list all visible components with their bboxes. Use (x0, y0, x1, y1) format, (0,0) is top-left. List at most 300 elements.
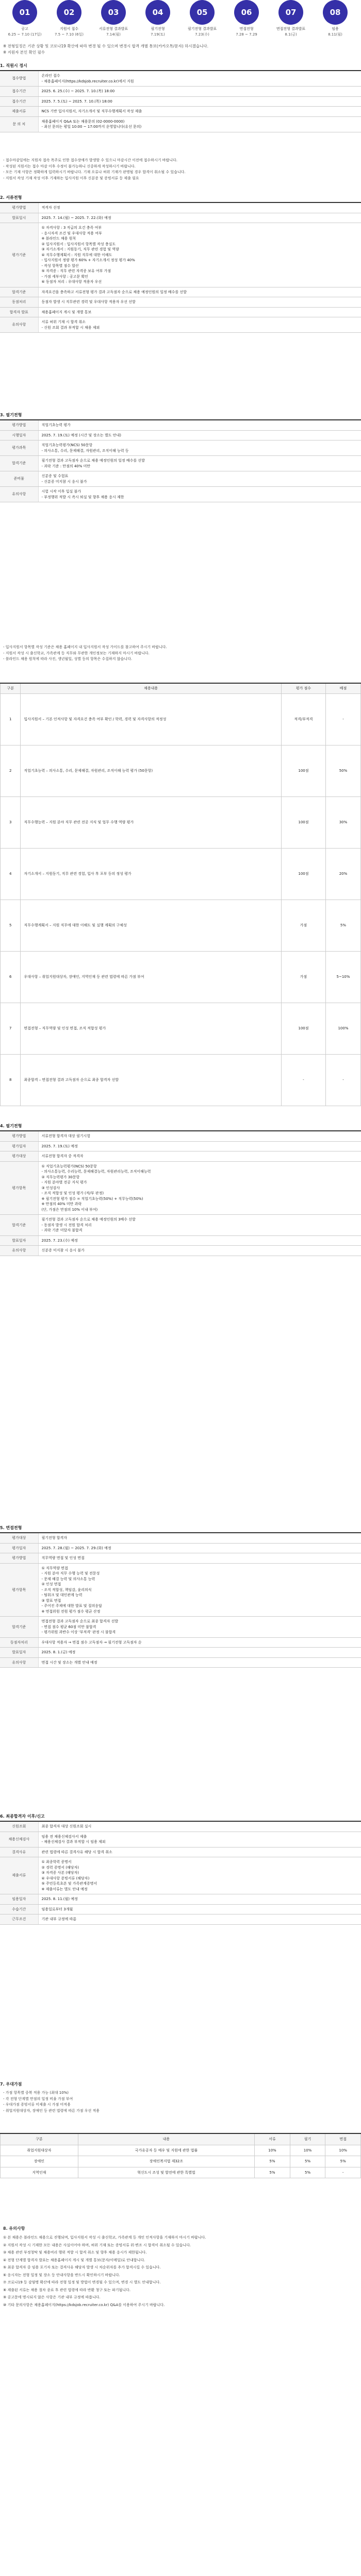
step-label: 서류전형 결과발표 (99, 27, 128, 31)
eval-weight: 5~10% (325, 951, 360, 1003)
section3-title: 3. 필기전형 (0, 413, 22, 417)
document-screening-table (0, 202, 361, 333)
table-row (0, 1832, 361, 1847)
step-label: 면접전형 결과발표 (276, 27, 306, 31)
eval-header: 채용내용 (21, 683, 281, 693)
table-row (0, 71, 361, 87)
row-line: 필기전형 합격자 (41, 1536, 68, 1540)
eval-content: 입사지원서 – 기본 인적사항 및 자격요건 충족 여부 확인 / 학력, 경력 및 자격사항의 적정성 (21, 693, 281, 745)
table-row (0, 1141, 361, 1151)
eval-score: 적격/부적격 (281, 693, 325, 745)
seats-header: 구분 (1, 2133, 78, 2145)
row-content (38, 287, 361, 297)
row-line: - 조직 적합성, 책임감, 윤리의식 (41, 1587, 92, 1592)
eval-score: 100점 (281, 796, 325, 848)
section5-title: 5. 면접전형 (0, 1526, 22, 1530)
row-line: 2025. 7. 14.(월) ~ 2025. 7. 22.(화) 예정 (41, 215, 111, 220)
table-row (1, 1003, 361, 1054)
row-label: 접수기간 (0, 87, 38, 97)
table-row (0, 96, 361, 107)
row-line: - 채용홈페이지(https://kdsjob.recruiter.co.kr)에서 지원 (41, 79, 134, 83)
row-line: ① 직무역량 면접 (41, 1566, 68, 1570)
row-line: ③ 자격증 사본 (해당자) (41, 1871, 79, 1875)
row-content (38, 107, 361, 117)
seats-header: 필기 (290, 2133, 325, 2145)
seats-cell: 취업지원대상자 (1, 2145, 78, 2156)
step-number: 04 (145, 0, 170, 25)
timeline-step (182, 0, 223, 37)
row-line: ※ 블라인드 채용 원칙 (41, 236, 76, 241)
row-line: 2025. 8. 1.(금) 예정 (41, 1650, 76, 1654)
row-label: 평가방법 (0, 202, 38, 213)
row-line: 직업기초능력평가(NCS) 50문항 (41, 443, 93, 447)
notice-line: ⑨ 공고문에 명시되지 않은 사항은 기관 내부 규정에 따릅니다. (3, 2295, 101, 2300)
row-content (38, 430, 361, 440)
eval-content: 우대사항 – 취업지원대상자, 장애인, 지역인재 등 관련 법령에 따른 가점 부여 (21, 951, 281, 1003)
row-content (38, 317, 361, 333)
seats-cell: 5% (290, 2167, 325, 2178)
table-row (0, 1543, 361, 1553)
row-content (38, 297, 361, 308)
row-content (38, 1161, 361, 1215)
notice-line: ② 지원서 작성 시 기재한 모든 내용은 사실이어야 하며, 허위 기재 또는 증빙서류 위·변조 시 합격이 취소될 수 있습니다. (3, 2243, 191, 2247)
row-line: - 부정행위 적발 시 즉시 퇴실 및 향후 채용 응시 제한 (41, 495, 124, 499)
intro-note: ※ 전형일정은 기관 상황 및 코로나19 확산에 따라 변경 될 수 있으며 변경시 합격 개별 통보(카카오톡/문자) 하시겠습니다. (3, 44, 209, 48)
row-label: 동점처리 (0, 297, 38, 308)
note-line: - 작성된 지원서는 접수 마감 이후 수정이 불가능하니 신중하게 작성하시기 바랍니다. (3, 164, 136, 168)
table-row (1, 2145, 361, 2156)
final-pass-table (0, 1821, 361, 1925)
timeline-step (137, 0, 178, 37)
row-line: 2025. 7. 19.(토) 예정 (41, 1144, 78, 1148)
eval-content: 최종합격 – 면접전형 결과 고득점자 순으로 최종 합격자 선발 (21, 1054, 281, 1106)
eval-weight: 5% (325, 900, 360, 951)
eval-category: 3 (1, 796, 21, 848)
row-line: 서류 허위 기재 시 합격 취소 (41, 320, 86, 324)
row-line: 시험 시작 이후 입실 불가 (41, 489, 81, 494)
step-number: 08 (323, 0, 348, 25)
eval-category: 1 (1, 693, 21, 745)
row-label: 제출서류 (0, 1857, 38, 1894)
seats-cell: 5% (255, 2156, 290, 2167)
table-row (0, 202, 361, 213)
row-label: 신원조회 (0, 1821, 38, 1832)
table-row (0, 1847, 361, 1857)
row-line: 관련 법령에 따른 결격사유 해당 시 합격 취소 (41, 1850, 112, 1854)
row-line: NCS 기반 입사지원서, 자기소개서 및 직무수행계획서 작성 제출 (41, 109, 142, 113)
row-line: 2025. 7. 23.(수) 예정 (41, 1238, 78, 1243)
section1-title: 1. 직원시 정시 (0, 63, 27, 68)
section7-title: 7. 우대가점 (0, 2082, 22, 2087)
row-content (38, 213, 361, 223)
application-notes (0, 157, 361, 181)
row-label: 준비물 (0, 471, 38, 487)
note-line: - 우대가점 증빙서류 미제출 시 가점 미적용 (3, 2103, 71, 2107)
eval-content: 자기소개서 – 지원동기, 직무 관련 경험, 입사 후 포부 등의 정성 평가 (21, 848, 281, 900)
row-line: - 응시자격 조건 및 우대사항 적용 여부 (41, 231, 102, 235)
row-line: - 가점 세부사항 : 공고문 확인 (41, 274, 88, 279)
table-row (0, 1914, 361, 1925)
row-line: - 문제 해결 능력 및 의사소통 능력 (41, 1577, 95, 1581)
row-line: - 면접 점수 평균 60점 미만 불합격 (41, 1624, 96, 1629)
timeline-step (93, 0, 134, 37)
row-line: ③ 자기소개서 : 지원동기, 직무 관련 경험 및 역량 (41, 247, 119, 251)
row-line: 면접 시간 및 장소는 개별 안내 예정 (41, 1660, 97, 1665)
row-content (38, 116, 361, 132)
table-row (0, 1894, 361, 1905)
row-label: 근무조건 (0, 1914, 38, 1925)
row-label: 합격자 발표 (0, 307, 38, 317)
row-label: 평가일자 (0, 1141, 38, 1151)
seats-cell: 국가유공자 등 예우 및 지원에 관한 법률 (78, 2145, 254, 2156)
note-line: - 접수마감일에는 지원자 접속 폭주로 인한 접수장애가 발생할 수 있으니 마감시간 이전에 접수하시기 바랍니다. (3, 158, 177, 162)
seats-cell: 5% (290, 2156, 325, 2167)
row-line: - 팀워크 및 대인관계 능력 (41, 1593, 83, 1597)
eval-weight: 50% (325, 745, 360, 796)
row-line: ③ 인성검사 (41, 1185, 60, 1190)
table-row (0, 456, 361, 471)
note-line: - 블라인드 채용 원칙에 따라 사진, 생년월일, 성별 등의 항목은 수집하지 않습니다. (3, 657, 133, 661)
eval-weight: 100% (325, 1003, 360, 1054)
row-line: 면접전형 결과 고득점자 순으로 최종 합격자 선발 (41, 1619, 119, 1623)
seats-header: 서류 (255, 2133, 290, 2145)
table-row (1, 745, 361, 796)
seats-cell: 장애인 (1, 2156, 78, 2167)
row-line: ※ 제출서류는 별도 안내 예정 (41, 1887, 88, 1891)
seats-cell: 지역인재 (1, 2167, 78, 2178)
row-label: 발표일시 (0, 213, 38, 223)
row-line: 서류전형 합격자 대상 필기시험 (41, 1134, 91, 1138)
row-line: ④ 직무수행계획서 : 지원 직무에 대한 이해도 (41, 252, 112, 257)
written-test-notes (0, 644, 361, 663)
section6-title: 6. 최종합격자 이후/신고 (0, 1814, 45, 1819)
row-content (38, 420, 361, 430)
row-label: 유의사항 (0, 317, 38, 333)
table-row (0, 440, 361, 456)
row-label: 시행일자 (0, 430, 38, 440)
note-line: - 각 전형 단계별 만점의 일정 비율 가점 부여 (3, 2096, 73, 2101)
step-number: 03 (101, 0, 126, 25)
eval-category: 6 (1, 951, 21, 1003)
seats-cell: 5% (325, 2156, 361, 2167)
written-test-table-1 (0, 419, 361, 502)
seats-cell: 혁신도시 조성 및 발전에 관한 특별법 (78, 2167, 254, 2178)
table-row (0, 1246, 361, 1256)
evaluation-table (0, 683, 361, 1106)
table-row (0, 420, 361, 430)
row-line: ⑤ 주민등록초본 및 가족관계증명서 (41, 1882, 97, 1886)
timeline-step (315, 0, 356, 37)
row-line: - 과락 기준 : 만점의 40% 미만 (41, 464, 91, 468)
row-line: 우대사항 적용자 → 면접 점수 고득점자 → 필기전형 고득점자 순 (41, 1640, 142, 1645)
row-line: 필기전형 결과 고득점자 순으로 채용 예정인원의 3배수 선발 (41, 1217, 136, 1222)
row-line: 채용홈페이지 게시 및 개별 통보 (41, 310, 92, 314)
row-label: 합격기준 (0, 456, 38, 471)
eval-header: 구분 (1, 683, 21, 693)
row-label: 합격기준 (0, 1617, 38, 1638)
table-row (0, 1904, 361, 1914)
row-label: 평가항목 (0, 1563, 38, 1617)
row-line: ③ 발표 면접 (41, 1598, 61, 1603)
table-row (0, 1151, 361, 1162)
eval-content: 직무수행계획서 – 지원 직무에 대한 이해도 및 실행 계획의 구체성 (21, 900, 281, 951)
eval-category: 4 (1, 848, 21, 900)
notice-line: ⑩ 기타 문의사항은 채용홈페이지(https://kdsjob.recruiter.co.kr) Q&A를 이용하여 주시기 바랍니다. (3, 2302, 165, 2307)
table-row (1, 693, 361, 745)
note-line: - 가점 항목별 중복 적용 가능 (최대 10%) (3, 2091, 69, 2095)
eval-score: 100점 (281, 848, 325, 900)
row-label: 평가방법 (0, 420, 38, 430)
section2-title: 2. 서류전형 (0, 195, 22, 200)
row-content (38, 223, 361, 287)
row-line: 2025. 7. 5.(토) ~ 2025. 7. 10.(목) 18:00 (41, 99, 112, 104)
row-line: - 평가위원 과반수 이상 '부적격' 판정 시 불합격 (41, 1630, 116, 1634)
row-content (38, 71, 361, 87)
seats-cell: 10% (255, 2145, 290, 2156)
row-line: 온라인 접수 (41, 74, 60, 78)
row-content (38, 1235, 361, 1246)
section4-title: 4. 필기전형 (0, 1124, 22, 1128)
row-content (38, 1131, 361, 1141)
row-line: - 지원 분야별 전공 지식 평가 (41, 1180, 87, 1184)
table-row (0, 1617, 361, 1638)
step-label: 지원서 접수 (59, 27, 79, 31)
eval-category: 2 (1, 745, 21, 796)
step-date: 8.1(금) (285, 32, 297, 37)
eval-weight: - (325, 693, 360, 745)
seats-header: 내용 (78, 2133, 254, 2145)
row-label: 유의사항 (0, 1246, 38, 1256)
seats-header: 면접 (325, 2133, 361, 2145)
row-content (38, 471, 361, 487)
row-line: 신분증 미지참 시 응시 불가 (41, 1248, 85, 1252)
row-label: 평가대상 (0, 1533, 38, 1543)
row-content (38, 1648, 361, 1658)
row-label: 평가과목 (0, 440, 38, 456)
row-label: 임용일자 (0, 1894, 38, 1905)
eval-content: 직업기초능력 – 의사소통, 수리, 문제해결, 자원관리, 조직이해 능력 평가 (50문항) (21, 745, 281, 796)
step-number: 07 (278, 0, 303, 25)
table-row (0, 297, 361, 308)
table-row (0, 1563, 361, 1617)
notice-line: ⑥ 응시자는 전형 일정 및 장소 등 안내사항을 반드시 확인하시기 바랍니다. (3, 2273, 120, 2277)
seats-cell: 장애인복지법 제32조 (78, 2156, 254, 2167)
row-content (38, 1857, 361, 1894)
row-label: 유의사항 (0, 1657, 38, 1668)
table-row (1, 951, 361, 1003)
row-label: 발표일자 (0, 1648, 38, 1658)
row-line: - 지원 분야 직무 수행 능력 및 전문성 (41, 1571, 100, 1575)
eval-header: 평가 점수 (281, 683, 325, 693)
eval-score: 가점 (281, 900, 325, 951)
eval-content: 직무수행능력 – 지원 분야 직무 관련 전공 지식 및 업무 수행 역량 평가 (21, 796, 281, 848)
row-label: 평가항목 (0, 1161, 38, 1215)
row-content (38, 1151, 361, 1162)
row-label: 합격기준 (0, 1215, 38, 1236)
step-label: 면접전형 (239, 27, 254, 31)
timeline-step (48, 0, 90, 37)
table-row (0, 1215, 361, 1236)
seats-cell: - (325, 2167, 361, 2178)
row-content (38, 1904, 361, 1914)
row-label: 평가방법 (0, 1553, 38, 1564)
row-content (38, 1637, 361, 1648)
row-label: 유의사항 (0, 487, 38, 502)
row-line: 자격요건을 충족하고 서류전형 평가 결과 고득점자 순으로 채용 예정인원의 일정 배수를 선발 (41, 290, 187, 294)
row-content (38, 1553, 361, 1564)
step-date: 7.19(토) (151, 32, 165, 37)
row-line: - 채용신체검사 결과 부적합 시 임용 제외 (41, 1840, 106, 1844)
row-line: - 의사소통, 수리, 문제해결, 자원관리, 조직이해 능력 등 (41, 448, 129, 453)
row-content (38, 1832, 361, 1847)
row-label: 평가방법 (0, 1131, 38, 1141)
row-line: 신분증 및 수험표 (41, 474, 69, 478)
row-line: 2025. 7. 19.(토) 예정 (시간 및 장소는 별도 안내) (41, 433, 121, 437)
row-label: 채용신체검사 (0, 1832, 38, 1847)
note-line: - 모든 기재 사항은 정확하게 입력하시기 바랍니다. 기재 오류나 허위 기재가 판명될 경우 합격이 취소될 수 있습니다. (3, 170, 186, 174)
table-row (0, 430, 361, 440)
step-date: 8.11(월) (328, 32, 342, 37)
row-line: 2025. 8. 11.(월) 예정 (41, 1897, 78, 1901)
row-content (38, 1563, 361, 1617)
row-content (38, 87, 361, 97)
row-line: 2025. 7. 28.(월) ~ 2025. 7. 29.(화) 예정 (41, 1546, 111, 1550)
table-row (1, 2167, 361, 2178)
row-content (38, 96, 361, 107)
row-content (38, 1543, 361, 1553)
eval-category: 8 (1, 1054, 21, 1106)
row-label: 평가기준 (0, 223, 38, 287)
row-line: ① 자격사항 : 3 직급의 요건 충족 여부 (41, 226, 102, 230)
row-label: 접수기간 (0, 96, 38, 107)
eval-content: 면접전형 – 직무역량 및 인성 면접, 조직 적합성 평가 (21, 1003, 281, 1054)
eval-score: 가점 (281, 951, 325, 1003)
eval-weight: 20% (325, 848, 360, 900)
table-row (0, 1533, 361, 1543)
row-line: - 신원 조회 결과 부적합 시 채용 제외 (41, 325, 100, 330)
row-content (38, 1847, 361, 1857)
row-line: ⑤ 자격증 : 직무 관련 자격증 보유 여부 가점 (41, 269, 111, 273)
row-label: 합격기준 (0, 287, 38, 297)
notice-line: ④ 전형 단계별 합격자 발표는 채용홈페이지 게시 및 개별 통보(문자/이메일)로 안내합니다. (3, 2258, 145, 2262)
table-row (0, 1131, 361, 1141)
row-label: 접수방법 (0, 71, 38, 87)
row-line: ⑥ 동점자 처리 : 우대사항 적용자 우선 (41, 280, 102, 284)
table-row (0, 1637, 361, 1648)
row-content (38, 1617, 361, 1638)
timeline-step (270, 0, 311, 37)
step-number: 01 (12, 0, 37, 25)
preference-notes (0, 2090, 361, 2114)
row-content (38, 440, 361, 456)
written-test-table-2 (0, 1130, 361, 1256)
table-row (0, 1648, 361, 1658)
row-line: - 입사지원서 정량 평가 60% + 자기소개서 정성 평가 40% (41, 258, 135, 262)
eval-category: 7 (1, 1003, 21, 1054)
row-line: ② 입사지원서 : 입사지원서 항목별 작성 충실도 (41, 242, 116, 246)
notice-line: ⑧ 제출된 서류는 채용 절차 종료 후 관련 법령에 따라 반환 청구 또는 파기됩니다. (3, 2287, 131, 2292)
row-label: 평가일자 (0, 1543, 38, 1553)
step-date: 7.5 ~ 7.10 (6일) (55, 32, 84, 37)
step-date: 7.14(월) (106, 32, 121, 37)
step-label: 임용 (332, 27, 339, 31)
table-row (0, 1857, 361, 1894)
table-row (0, 213, 361, 223)
eval-score: - (281, 1054, 325, 1106)
table-row (0, 87, 361, 97)
table-row (1, 1054, 361, 1106)
step-number: 05 (190, 0, 215, 25)
row-line: - 신분증 미지참 시 응시 불가 (41, 479, 87, 484)
row-line: 직업기초능력 평가 (41, 423, 71, 427)
intro-note: ※ 지원자 본인 확인 필수 (3, 50, 45, 55)
notice-line: ① 본 채용은 블라인드 채용으로 진행되며, 입사지원서 작성 시 출신학교, 가족관계 등 개인 인적사항을 기재하지 마시기 바랍니다. (3, 2235, 206, 2240)
notice-title: 8. 유의사항 (3, 2226, 25, 2231)
eval-weight: - (325, 1054, 360, 1106)
table-row (0, 1235, 361, 1246)
row-line: ② 직무능력평가 30문항 (41, 1175, 80, 1179)
step-number: 02 (57, 0, 81, 25)
notice-line: ⑦ 코로나19 등 감염병 확산에 따라 전형 일정 및 방법이 변경될 수 있으며, 변경 시 별도 안내합니다. (3, 2280, 161, 2285)
row-line: ※ 만점의 40% 미만 과락 (41, 1202, 82, 1206)
table-row (0, 1657, 361, 1668)
row-content (38, 307, 361, 317)
table-row (0, 287, 361, 297)
eval-score: 100점 (281, 745, 325, 796)
row-line: - 의사소통능력, 수리능력, 문제해결능력, 자원관리능력, 조직이해능력 (41, 1170, 151, 1174)
row-label: 수습기간 (0, 1904, 38, 1914)
row-line: - 주어진 주제에 대한 발표 및 질의응답 (41, 1604, 102, 1608)
row-label: 결격사유 (0, 1847, 38, 1857)
row-line: - 동점자 발생 시 전원 합격 처리 (41, 1223, 92, 1227)
row-label: 발표일자 (0, 1235, 38, 1246)
row-content (38, 1246, 361, 1256)
table-row (1, 848, 361, 900)
row-line: 적격자 선정 (41, 206, 60, 210)
row-line: ① 최종학력 증명서 (41, 1860, 72, 1864)
row-content (38, 1894, 361, 1905)
table-row (1, 2156, 361, 2167)
row-line: ④ 우대사항 증빙서류 (해당자) (41, 1876, 90, 1880)
row-content (38, 1914, 361, 1925)
row-content (38, 1657, 361, 1668)
row-line: 임용 전 채용신체검사서 제출 (41, 1834, 87, 1839)
eval-header: 배점 (325, 683, 360, 693)
table-row (0, 471, 361, 487)
row-line: - 최선 문의는 평일 10:00 ~ 17:00까지 운영합니다(유선 문의) (41, 125, 142, 129)
seats-cell: 5% (255, 2167, 290, 2178)
row-line: 최종 합격자 대상 신원조회 실시 (41, 1824, 92, 1828)
row-content (38, 1533, 361, 1543)
row-line: ② 인성 면접 (41, 1582, 61, 1586)
row-line: (단, 가점은 만점의 10% 이내 부여) (41, 1207, 98, 1212)
timeline-step (4, 0, 45, 37)
row-line: ② 경력 증명서 (해당자) (41, 1865, 79, 1870)
note-line: - 입사지원서 항목별 작성 기준은 채용 홈페이지 내 입사지원서 작성 가이드를 참고하여 주시기 바랍니다. (3, 645, 167, 649)
row-content (38, 487, 361, 502)
seats-cell: 10% (325, 2145, 361, 2156)
row-line: 임용일로부터 3개월 (41, 1907, 73, 1911)
interview-table (0, 1532, 361, 1668)
step-number: 06 (234, 0, 259, 25)
note-line: - 취업지원대상자, 장애인 등 관련 법령에 따른 가점 우선 적용 (3, 2108, 100, 2113)
table-row (0, 1821, 361, 1832)
table-row (0, 116, 361, 132)
application-table (0, 70, 361, 132)
table-row (0, 107, 361, 117)
row-line: ※ 필기전형 평가 점수 = 직업기초능력(50%) + 직무능력(50%) (41, 1196, 143, 1201)
table-row (0, 1553, 361, 1564)
